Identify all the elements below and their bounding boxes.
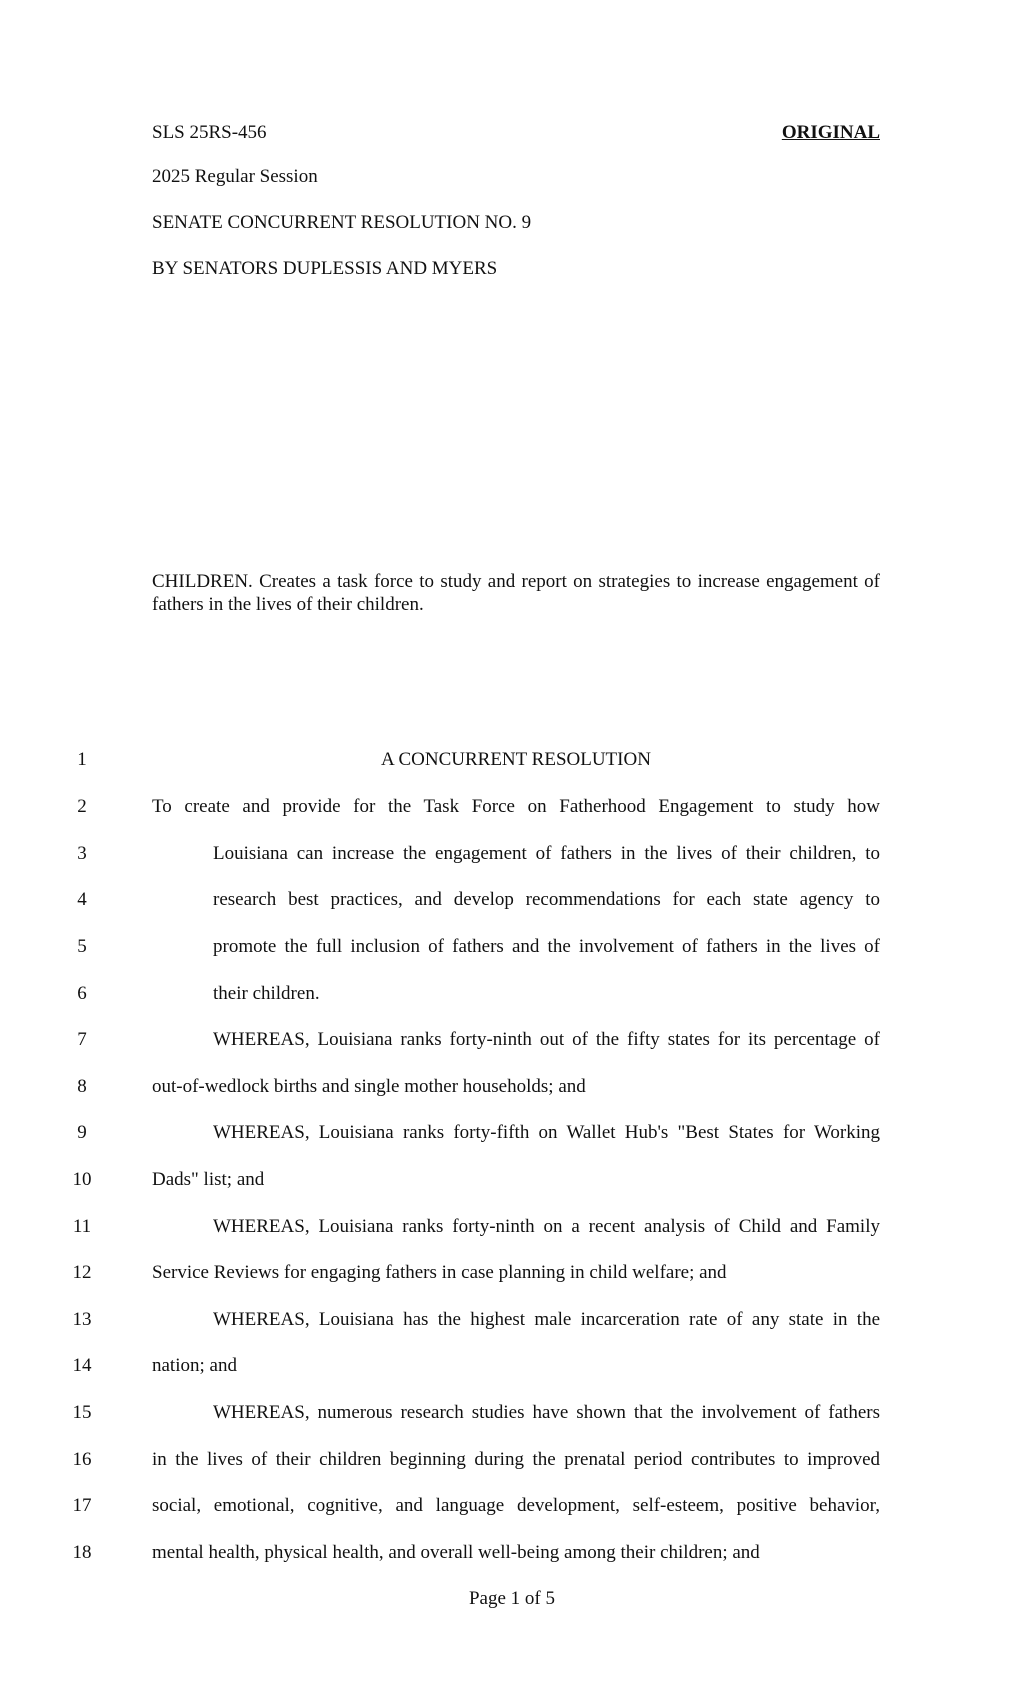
line-number: 8 xyxy=(77,1076,87,1097)
resolution-line: Louisiana can increase the engagement of fathers in the lives of their children, to xyxy=(213,843,880,864)
line-number: 1 xyxy=(77,749,87,770)
digest-summary: CHILDREN. Creates a task force to study and report on strategies to increase engagement of fathers in the lives of their children. xyxy=(152,571,880,615)
resolution-line: mental health, physical health, and overall well-being among their children; and xyxy=(152,1542,760,1563)
resolution-line: Dads" list; and xyxy=(152,1169,265,1190)
line-number: 17 xyxy=(72,1495,92,1516)
resolution-line: promote the full inclusion of fathers and the involvement of fathers in the lives of xyxy=(213,936,880,957)
line-number: 18 xyxy=(72,1542,92,1563)
resolution-line: in the lives of their children beginning during the prenatal period contributes to improved xyxy=(152,1449,880,1470)
resolution-number: SENATE CONCURRENT RESOLUTION NO. 9 xyxy=(152,212,532,233)
line-number: 9 xyxy=(77,1122,87,1143)
resolution-line: nation; and xyxy=(152,1355,237,1376)
resolution-line: Service Reviews for engaging fathers in case planning in child welfare; and xyxy=(152,1262,727,1283)
session-label: 2025 Regular Session xyxy=(152,166,318,187)
resolution-line: WHEREAS, Louisiana ranks forty-ninth out of the fifty states for its percentage of xyxy=(213,1029,880,1050)
line-number: 11 xyxy=(72,1216,92,1237)
resolution-line: social, emotional, cognitive, and language development, self-esteem, positive behavior, xyxy=(152,1495,880,1516)
resolution-line: research best practices, and develop recommendations for each state agency to xyxy=(213,889,880,910)
line-number: 10 xyxy=(72,1169,92,1190)
line-number: 12 xyxy=(72,1262,92,1283)
line-number: 16 xyxy=(72,1449,92,1470)
resolution-line: their children. xyxy=(213,983,320,1004)
line-number: 13 xyxy=(72,1309,92,1330)
resolution-line: WHEREAS, Louisiana ranks forty-fifth on Wallet Hub's "Best States for Working xyxy=(213,1122,880,1143)
resolution-line: To create and provide for the Task Force on Fatherhood Engagement to study how xyxy=(152,796,880,817)
line-number: 4 xyxy=(77,889,87,910)
version-label: ORIGINAL xyxy=(781,122,880,143)
line-number: 7 xyxy=(77,1029,87,1050)
resolution-line: WHEREAS, numerous research studies have shown that the involvement of fathers xyxy=(213,1402,880,1423)
resolution-line: WHEREAS, Louisiana has the highest male incarceration rate of any state in the xyxy=(213,1309,880,1330)
line-number: 5 xyxy=(77,936,87,957)
line-number: 2 xyxy=(77,796,87,817)
line-number: 15 xyxy=(72,1402,92,1423)
line-number: 14 xyxy=(72,1355,92,1376)
page-number: Page 1 of 5 xyxy=(468,1588,555,1609)
bill-id: SLS 25RS-456 xyxy=(152,122,267,143)
sponsors: BY SENATORS DUPLESSIS AND MYERS xyxy=(152,258,498,279)
line-number: 6 xyxy=(77,983,87,1004)
resolution-line: WHEREAS, Louisiana ranks forty-ninth on a recent analysis of Child and Family xyxy=(213,1216,880,1237)
resolution-heading: A CONCURRENT RESOLUTION xyxy=(381,749,651,770)
resolution-line: out-of-wedlock births and single mother households; and xyxy=(152,1076,586,1097)
line-number: 3 xyxy=(77,843,87,864)
